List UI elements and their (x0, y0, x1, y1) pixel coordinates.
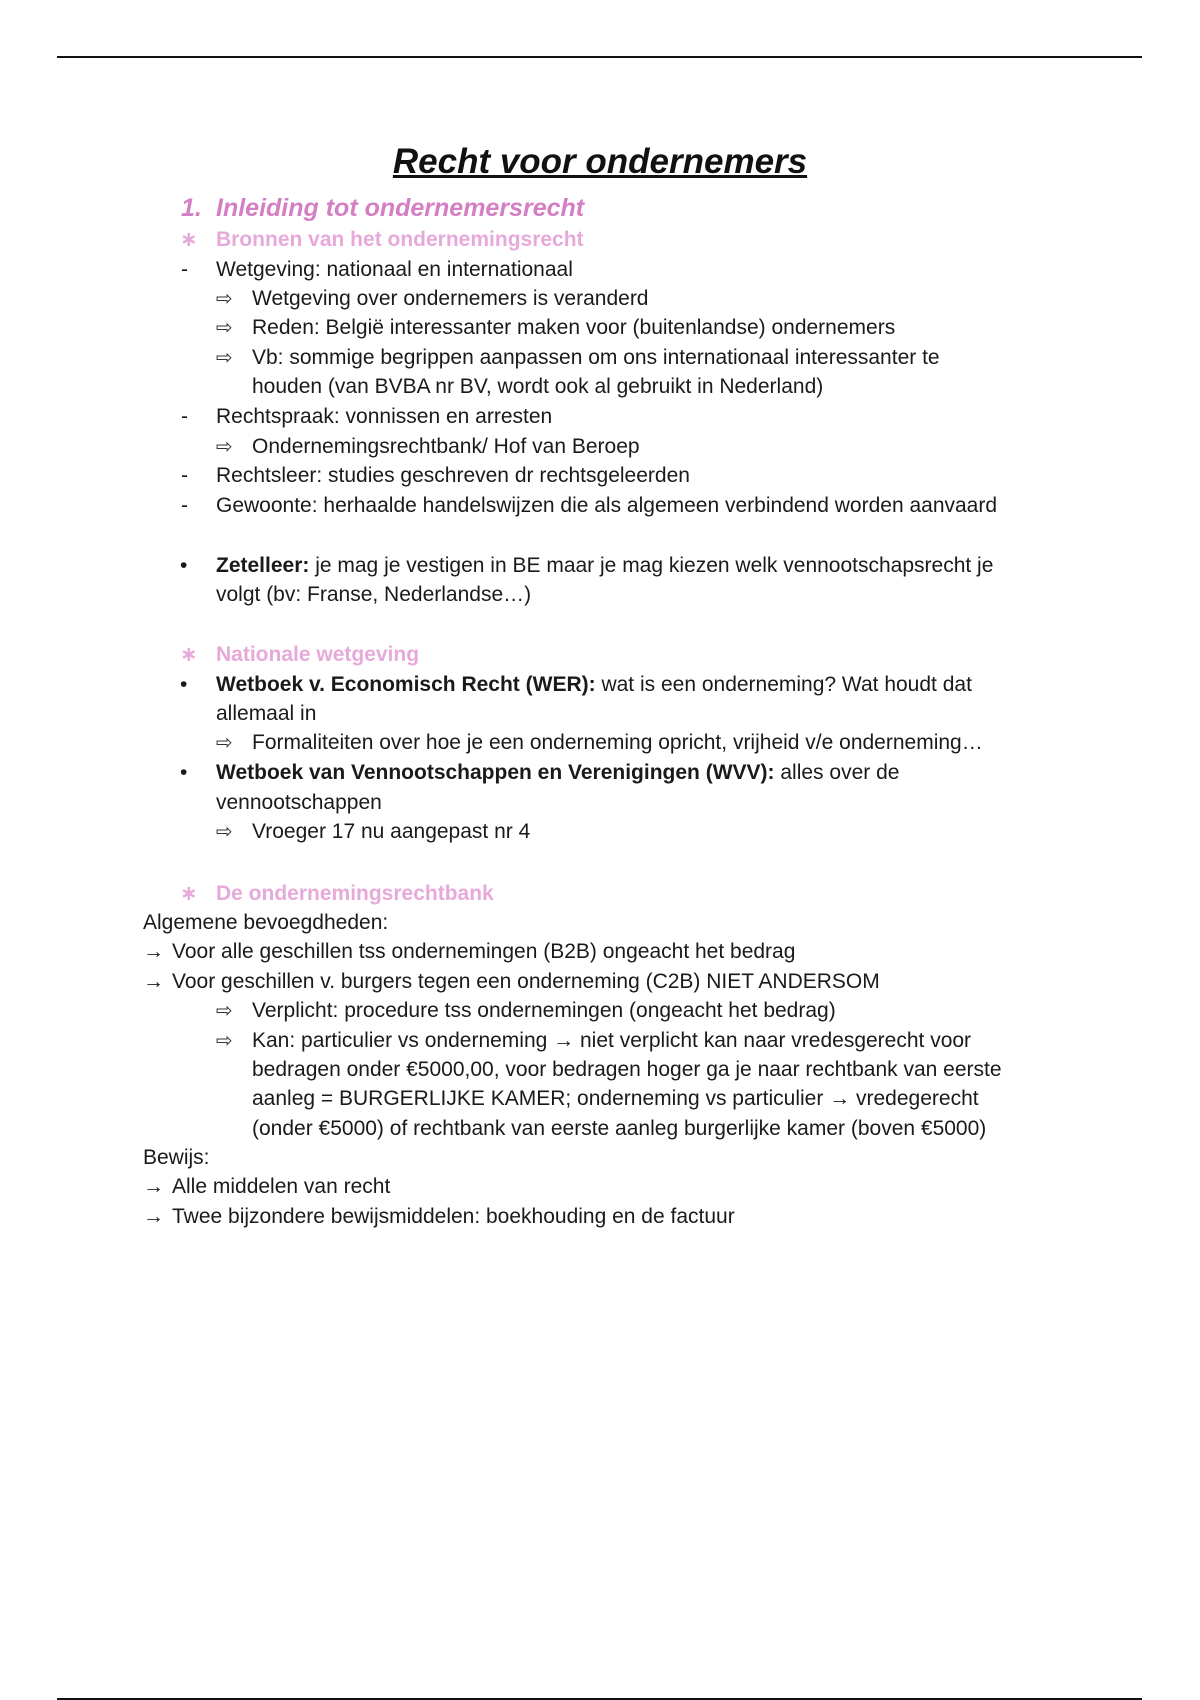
item-zetelleer-cont: volgt (bv: Franse, Nederlandse…) (216, 583, 532, 606)
wvv-term: Wetboek van Vennootschappen en Verenigingen (WVV): (216, 761, 775, 784)
dash-icon: - (181, 258, 188, 281)
dash-icon: - (181, 405, 188, 428)
page-title: Recht voor ondernemers (392, 142, 808, 181)
item-gewoonte: Gewoonte: herhaalde handelswijzen die als algemeen verbindend worden aanvaard (216, 494, 998, 517)
subitem-rechtspraak: Ondernemingsrechtbank/ Hof van Beroep (252, 435, 640, 458)
dash-icon: - (181, 464, 188, 487)
zetelleer-term: Zetelleer: (216, 554, 310, 577)
subitem-kan-3 (252, 1085, 979, 1113)
asterisk-icon: ∗ (180, 228, 198, 251)
arrow-right-icon: → (143, 940, 164, 963)
item-rechtsleer: Rechtsleer: studies geschreven dr rechtsgeleerden (216, 464, 690, 487)
arrow-right-icon: → (143, 1205, 164, 1228)
subitem-wvv: Vroeger 17 nu aangepast nr 4 (252, 820, 531, 843)
kan-3-text-b: vredegerecht (850, 1087, 979, 1110)
asterisk-icon: ∗ (180, 882, 198, 905)
item-wer (216, 671, 972, 699)
subitem-wetgeving-3: Vb: sommige begrippen aanpassen om ons internationaal interessanter te (252, 346, 940, 369)
open-arrow-icon: ⇨ (216, 347, 233, 369)
label-bevoegdheden: Algemene bevoegdheden: (143, 911, 389, 934)
subitem-wetgeving-3-cont: houden (van BVBA nr BV, wordt ook al gebruikt in Nederland) (252, 375, 824, 398)
item-middelen: Alle middelen van recht (172, 1175, 391, 1198)
wer-text: wat is een onderneming? Wat houdt dat (595, 673, 972, 696)
item-wetgeving: Wetgeving: nationaal en internationaal (216, 258, 573, 281)
asterisk-icon: ∗ (180, 643, 198, 666)
item-zetelleer (216, 552, 993, 580)
open-arrow-icon: ⇨ (216, 288, 233, 310)
open-arrow-icon: ⇨ (216, 436, 233, 458)
kan-3-text-a: aanleg = BURGERLIJKE KAMER; onderneming vs particulier (252, 1087, 830, 1110)
section-heading: Inleiding tot ondernemersrecht (216, 194, 585, 222)
subheading-ondernemingsrechtbank: De ondernemingsrechtbank (216, 882, 494, 905)
label-bewijs: Bewijs: (143, 1146, 210, 1169)
subitem-wer: Formaliteiten over hoe je een onderneming opricht, vrijheid v/e onderneming… (252, 731, 983, 754)
open-arrow-icon: ⇨ (216, 317, 233, 339)
subheading-nationale-wetgeving: Nationale wetgeving (216, 643, 420, 666)
item-b2b: Voor alle geschillen tss ondernemingen (B2B) ongeacht het bedrag (172, 940, 796, 963)
open-arrow-icon: ⇨ (216, 732, 233, 754)
open-arrow-icon: ⇨ (216, 821, 233, 843)
kan-text-b: niet verplicht kan naar vredesgerecht voor (574, 1029, 972, 1052)
bullet-icon: • (180, 673, 188, 696)
subitem-kan-4: (onder €5000) of rechtbank van eerste aanleg burgerlijke kamer (boven €5000) (252, 1117, 987, 1140)
item-bijzondere: Twee bijzondere bewijsmiddelen: boekhouding en de factuur (172, 1205, 735, 1228)
top-rule (57, 56, 1142, 58)
open-arrow-icon: ⇨ (216, 1030, 233, 1052)
subitem-wetgeving-2: Reden: België interessanter maken voor (buitenlandse) ondernemers (252, 316, 896, 339)
subitem-kan-2: bedragen onder €5000,00, voor bedragen hoger ga je naar rechtbank van eerste (252, 1058, 1002, 1081)
dash-icon: - (181, 494, 188, 517)
wvv-text: alles over de (774, 761, 900, 784)
item-rechtspraak: Rechtspraak: vonnissen en arresten (216, 405, 553, 428)
subitem-kan (252, 1027, 971, 1055)
subitem-verplicht: Verplicht: procedure tss ondernemingen (ongeacht het bedrag) (252, 999, 836, 1022)
kan-text-a: Kan: particulier vs onderneming (252, 1029, 554, 1052)
item-wer-cont: allemaal in (216, 702, 317, 725)
arrow-right-icon: → (143, 1175, 164, 1198)
bullet-icon: • (180, 761, 188, 784)
item-wvv (216, 759, 899, 787)
zetelleer-text: je mag je vestigen in BE maar je mag kiezen welk vennootschapsrecht je (309, 554, 994, 577)
arrow-right-icon: → (553, 1029, 575, 1052)
section-number: 1. (181, 194, 202, 222)
item-wvv-cont: vennootschappen (216, 791, 382, 814)
subheading-bronnen: Bronnen van het ondernemingsrecht (216, 228, 584, 251)
bullet-icon: • (180, 554, 188, 577)
subitem-wetgeving-1: Wetgeving over ondernemers is veranderd (252, 287, 649, 310)
open-arrow-icon: ⇨ (216, 1000, 233, 1022)
arrow-right-icon: → (143, 970, 164, 993)
wer-term: Wetboek v. Economisch Recht (WER): (216, 673, 596, 696)
arrow-right-icon: → (829, 1087, 851, 1110)
item-c2b: Voor geschillen v. burgers tegen een onderneming (C2B) NIET ANDERSOM (172, 970, 880, 993)
